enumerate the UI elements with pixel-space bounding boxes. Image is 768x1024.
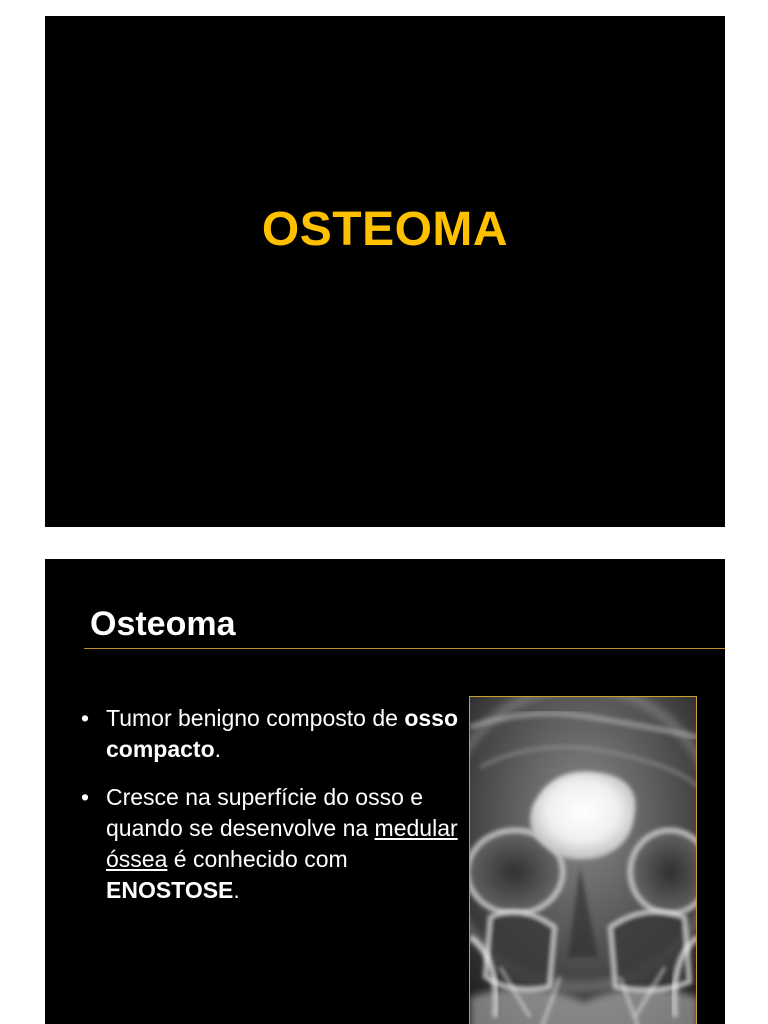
skull-xray-illustration: [470, 697, 697, 1024]
bullet-marker: •: [81, 705, 90, 731]
xray-image: [469, 696, 697, 1024]
bullet-text-end: .: [233, 877, 240, 903]
slide-title: OSTEOMA: [261, 203, 509, 256]
title-slide: [45, 16, 725, 527]
bullet-text: Tumor benigno composto de: [106, 705, 405, 731]
bullet-text-end: .: [214, 736, 222, 762]
bullet-text: Cresce na superfície do osso e quando se desenvolve na: [106, 784, 424, 841]
bullet-marker: •: [81, 784, 90, 810]
bullet-bold-text: osso compacto: [106, 705, 459, 762]
bullet-bold-text: ENOSTOSE: [106, 877, 234, 903]
bullet-item: [81, 782, 461, 906]
slide-heading: Osteoma: [90, 605, 236, 643]
bullet-text-middle: é conhecido com: [167, 846, 348, 872]
heading-divider: [84, 648, 725, 649]
bullet-item: [81, 703, 461, 765]
bullet-list: [81, 703, 461, 923]
content-slide: [45, 559, 725, 1024]
bullet-underlined-text: medular óssea: [106, 815, 458, 872]
